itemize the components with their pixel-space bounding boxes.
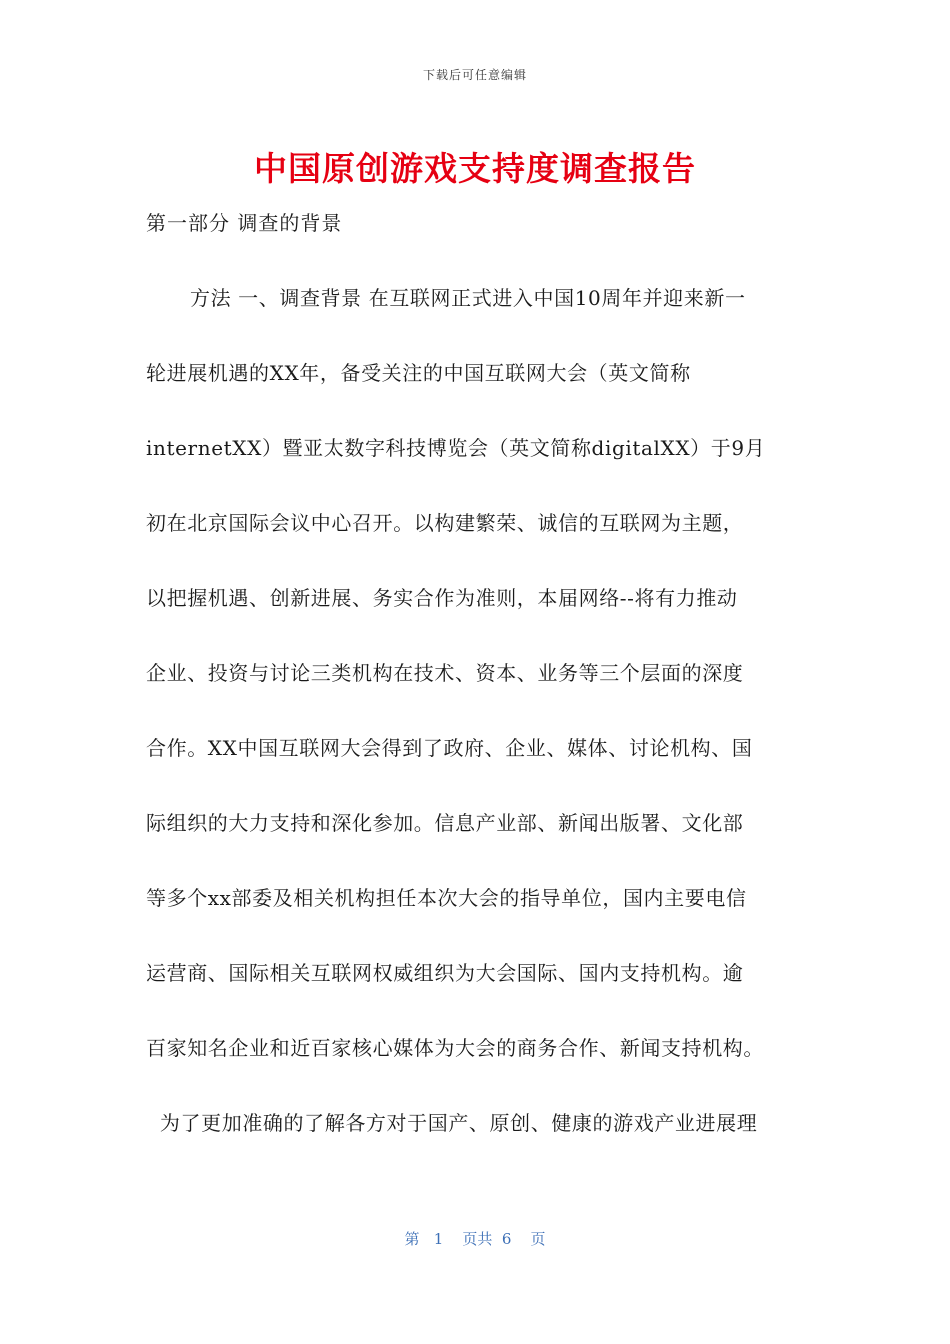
body-line: internetXX）暨亚太数字科技博览会（英文简称digitalXX）于9月: [146, 436, 766, 460]
page-header-note: 下载后可任意编辑: [422, 68, 527, 82]
section-heading: 第一部分 调查的背景: [146, 211, 343, 235]
body-line: 方法 一、调查背景 在互联网正式进入中国10周年并迎来新一: [190, 286, 746, 310]
body-line: 运营商、国际相关互联网权威组织为大会国际、国内支持机构。逾: [146, 961, 744, 985]
body-line: 际组织的大力支持和深化参加。信息产业部、新闻出版署、文化部: [146, 811, 744, 835]
body-line: 初在北京国际会议中心召开。以构建繁荣、诚信的互联网为主题，: [146, 511, 744, 535]
body-line: 合作。XX中国互联网大会得到了政府、企业、媒体、讨论机构、国: [146, 736, 753, 760]
body-line: 轮进展机遇的XX年，备受关注的中国互联网大会（英文简称: [146, 361, 691, 385]
document-title: 中国原创游戏支持度调查报告: [254, 149, 696, 188]
page-number-footer: 第 1 页共 6 页: [404, 1230, 546, 1248]
body-line: 以把握机遇、创新进展、务实合作为准则，本届网络--将有力推动: [146, 586, 738, 610]
body-line: 为了更加准确的了解各方对于国产、原创、健康的游戏产业进展理: [146, 1111, 758, 1135]
body-line: 百家知名企业和近百家核心媒体为大会的商务合作、新闻支持机构。: [146, 1036, 764, 1060]
body-line: 等多个xx部委及相关机构担任本次大会的指导单位，国内主要电信: [146, 886, 747, 910]
body-line: 企业、投资与讨论三类机构在技术、资本、业务等三个层面的深度: [146, 661, 744, 685]
